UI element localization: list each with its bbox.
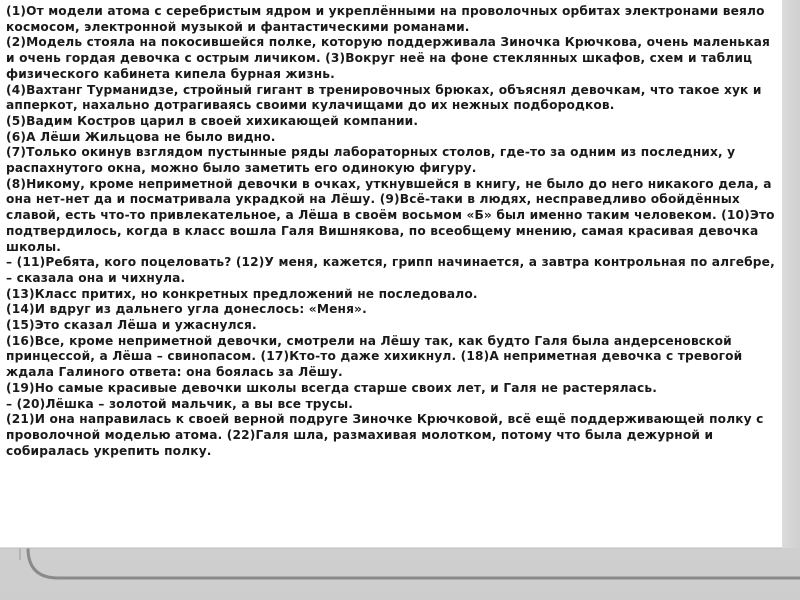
paragraph-8 <box>6 255 780 286</box>
paragraph-11 <box>6 318 780 334</box>
paragraph-7 <box>6 177 780 256</box>
paragraph-text: (2)Модель стояла на покосившейся полке, которую поддерживала Зиночка Крючкова, очень маленькая и очень гордая девочка с острым личиком. (3)Вокруг неё на фоне стеклянных шкафов, схем и таблиц физического кабинета кипела бурная жизнь. <box>6 35 771 81</box>
slide-right-border <box>782 0 800 548</box>
text-content <box>6 4 780 459</box>
paragraph-text: (4)Вахтанг Турманидзе, стройный гигант в тренировочных брюках, объяснял девочкам, что такое хук и апперкот, нахально дотрагиваясь своими кулачищами до их нежных подбородков. <box>6 82 762 113</box>
paragraph-12 <box>6 334 780 381</box>
paragraph-text: (19)Но самые красивые девочки школы всегда старше своих лет, и Галя не растерялась. <box>6 380 658 395</box>
paragraph-text: (8)Никому, кроме неприметной девочки в очках, уткнувшейся в книгу, не было до него никакого дела, а она нет-нет да и посматривала украдкой на Лёшу. (9)Всё-таки в людях, несправедливо обойдённых славой, есть что-то привлекательное, а Лёша в своём восьмом «Б» был именно таким человеком. (10)Это подтвердилось, когда в класс вошла Галя Вишнякова, по всеобщему мнению, самая красивая девочка школы. <box>6 176 775 254</box>
paragraph-13 <box>6 381 780 397</box>
paragraph-text: (14)И вдруг из дальнего угла донеслось: «Меня». <box>6 302 367 317</box>
paragraph-10 <box>6 302 780 318</box>
paragraph-text: (7)Только окинув взглядом пустынные ряды лабораторных столов, где-то за одним из последних, у распахнутого окна, можно было заметить его одинокую фигуру. <box>6 145 736 176</box>
paragraph-text: (15)Это сказал Лёша и ужаснулся. <box>6 318 257 333</box>
paragraph-text: (5)Вадим Костров царил в своей хихикающей компании. <box>6 113 419 128</box>
paragraph-text: (13)Класс притих, но конкретных предложений не последовало. <box>6 286 478 301</box>
paragraph-6 <box>6 145 780 176</box>
paragraph-4 <box>6 114 780 130</box>
paragraph-text: (1)От модели атома с серебристым ядром и укреплёнными на проволочных орбитах электронами веяло космосом, электронной музыкой и фантастическими романами. <box>6 4 765 34</box>
paragraph-2 <box>6 35 780 82</box>
paragraph-3 <box>6 83 780 114</box>
paragraph-text: (16)Все, кроме неприметной девочки, смотрели на Лёшу так, как будто Галя была андерсеновской принцессой, а Лёша – свинопасом. (17)Кто-то даже хихикнул. (18)А неприметная девочка с тревогой ждала Галиного ответа: она боялась за Лёшу. <box>6 333 743 380</box>
paragraph-text: (6)А Лёши Жильцова не было видно. <box>6 129 276 144</box>
paragraph-5 <box>6 130 780 146</box>
paragraph-15 <box>6 412 780 459</box>
paragraph-9 <box>6 287 780 303</box>
paragraph-14 <box>6 397 780 413</box>
paragraph-1 <box>6 4 780 35</box>
paragraph-text: (21)И она направилась к своей верной подруге Зиночке Крючковой, всё ещё поддерживающей полку с проволочной моделью атома. (22)Галя шла, размахивая молотком, потому что была дежурной и собиралась укрепить полку. <box>6 412 764 458</box>
paragraph-text: – (11)Ребята, кого поцеловать? (12)У меня, кажется, грипп начинается, а завтра контрольная по алгебре, – сказала она и чихнула. <box>6 255 775 285</box>
paragraph-text: – (20)Лёшка – золотой мальчик, а вы все трусы. <box>6 396 354 411</box>
